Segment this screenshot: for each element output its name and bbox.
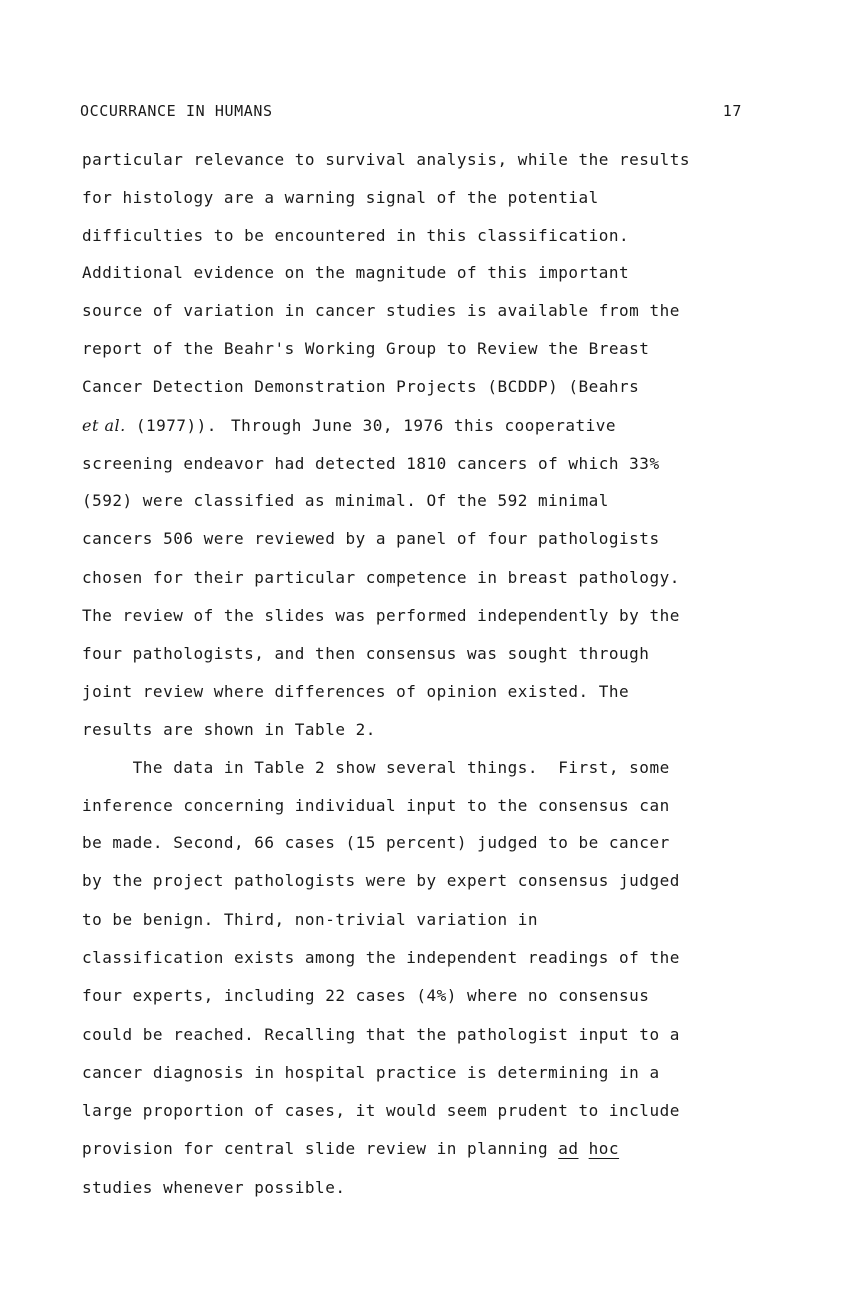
- text-line: by the project pathologists were by expert consensus judged: [82, 871, 680, 890]
- text-line: studies whenever possible.: [82, 1178, 346, 1197]
- text-line: cancer diagnosis in hospital practice is determining in a: [82, 1063, 660, 1082]
- underlined-hoc: hoc: [588, 1139, 620, 1158]
- text-line: classification exists among the independent readings of the: [82, 948, 680, 967]
- text-line: source of variation in cancer studies is available from the: [82, 301, 680, 320]
- line-prefix: provision for central slide review in planning: [82, 1139, 559, 1158]
- text-line: could be reached. Recalling that the pathologist input to a: [82, 1025, 680, 1044]
- text-line: particular relevance to survival analysis, while the results: [82, 150, 690, 169]
- citation-et-al: et al.: [82, 416, 126, 435]
- citation-continuation: Through June 30, 1976 this cooperative: [230, 416, 616, 435]
- running-head: OCCURRANCE IN HUMANS: [80, 102, 273, 120]
- text-line: be made. Second, 66 cases (15 percent) judged to be cancer: [82, 833, 670, 852]
- text-line: for histology are a warning signal of the potential: [82, 188, 599, 207]
- text-line: joint review where differences of opinion existed. The: [82, 682, 630, 701]
- page-number: 17: [722, 102, 742, 120]
- text-line: to be benign. Third, non-trivial variation in: [82, 910, 538, 929]
- underlined-ad: ad: [558, 1139, 579, 1158]
- text-line: report of the Beahr's Working Group to Review the Breast: [82, 339, 650, 358]
- text-line: four pathologists, and then consensus was sought through: [82, 644, 650, 663]
- citation-year: (1977)).: [125, 416, 217, 435]
- text-line: cancers 506 were reviewed by a panel of four pathologists: [82, 529, 660, 548]
- text-line: screening endeavor had detected 1810 cancers of which 33%: [82, 454, 660, 473]
- text-line-underlined: [82, 1139, 619, 1159]
- text-line-citation: [82, 416, 616, 436]
- text-line: Cancer Detection Demonstration Projects (BCDDP) (Beahrs: [82, 377, 640, 396]
- text-line: The review of the slides was performed independently by the: [82, 606, 680, 625]
- text-line: inference concerning individual input to the consensus can: [82, 796, 670, 815]
- text-line: (592) were classified as minimal. Of the 592 minimal: [82, 491, 609, 510]
- text-line: large proportion of cases, it would seem prudent to include: [82, 1101, 680, 1120]
- text-line: four experts, including 22 cases (4%) where no consensus: [82, 986, 650, 1005]
- page-header: [80, 102, 742, 124]
- text-line: chosen for their particular competence in breast pathology.: [82, 568, 680, 587]
- text-line: The data in Table 2 show several things. First, some: [82, 758, 670, 777]
- text-line: results are shown in Table 2.: [82, 720, 376, 739]
- text-line: difficulties to be encountered in this classification.: [82, 226, 630, 245]
- text-line: Additional evidence on the magnitude of this important: [82, 263, 630, 282]
